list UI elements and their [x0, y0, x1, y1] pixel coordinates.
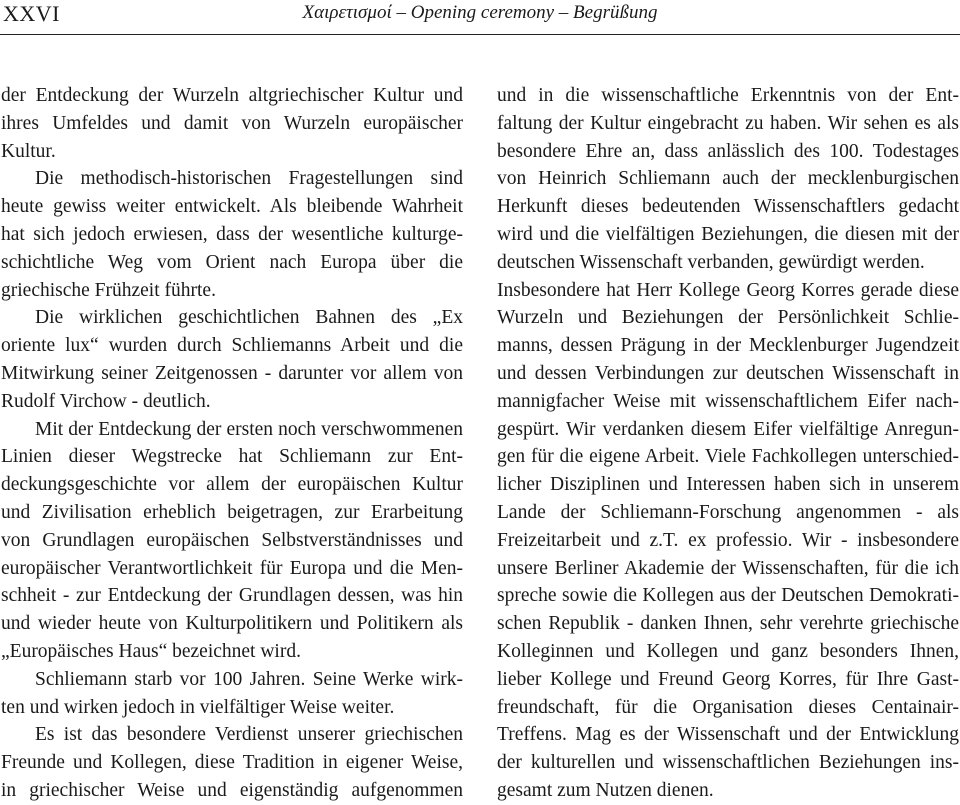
text-line: Linien dieser Wegstrecke hat Schliemann zur Ent- — [1, 446, 463, 468]
text-line: der Entdeckung der Wurzeln altgriechischer Kultur und — [1, 85, 463, 106]
text-line: wird und die vielfältigen Beziehungen, die diesen mit der — [497, 223, 959, 245]
text-line: ten und wirken jedoch in vielfältiger Weise weiter. — [1, 696, 395, 718]
text-line: in griechischer Weise und eigenständig aufgenommen — [1, 779, 463, 801]
text-line: freundschaft, für die Organisation dieses Centainair- — [497, 696, 959, 718]
text-line: der kulturellen und wissenschaftlichen Beziehungen ins- — [497, 752, 959, 774]
page-header — [0, 0, 960, 32]
text-line: Wurzeln und Beziehungen der Persönlichkeit Schlie- — [497, 307, 959, 329]
text-line: manns, dessen Prägung in der Mecklenburger Jugendzeit — [497, 335, 959, 357]
text-line: ihres Umfeldes und damit von Wurzeln europäischer — [1, 112, 463, 134]
text-line: hat sich jedoch erwiesen, dass der wesentliche kulturge- — [1, 223, 463, 245]
text-line: Die methodisch-historischen Fragestellungen sind — [35, 168, 463, 190]
text-line: deutschen Wissenschaft verbanden, gewürdigt werden. — [497, 251, 925, 273]
text-line: licher Disziplinen und Interessen haben sich in unserem — [497, 474, 959, 496]
text-line: schen Republik - danken Ihnen, sehr verehrte griechische — [497, 613, 959, 635]
running-head: Χαιρετισμοί – Opening ceremony – Begrüßung — [302, 2, 658, 23]
text-line: unsere Berliner Akademie der Wissenschaften, für die ich — [497, 557, 959, 579]
text-line: von Grundlagen europäischen Selbstverständnisses und — [1, 529, 463, 551]
text-line: Rudolf Virchow - deutlich. — [1, 390, 211, 412]
text-line: griechische Frühzeit führte. — [1, 279, 216, 301]
text-line: Herkunft dieses bedeutenden Wissenschaftlers gedacht — [497, 196, 959, 218]
text-line: Die wirklichen geschichtlichen Bahnen des „Ex — [35, 307, 463, 329]
text-line: Mit der Entdeckung der ersten noch verschwommenen — [35, 418, 463, 440]
text-line: Kultur. — [1, 140, 56, 162]
text-line: und Zivilisation erheblich beigetragen, zur Erarbeitung — [1, 501, 463, 523]
text-line: gen für die eigene Arbeit. Viele Fachkollegen unterschied- — [497, 446, 959, 468]
text-line: von Heinrich Schliemann auch der mecklenburgischen — [497, 168, 959, 190]
text-line: lieber Kollege und Freund Georg Korres, für Ihre Gast- — [497, 668, 959, 690]
text-line: „Europäisches Haus“ bezeichnet wird. — [1, 640, 301, 662]
text-line: gespürt. Wir verdanken diesem Eifer vielfältige Anregun- — [497, 418, 959, 440]
text-line: Schliemann starb vor 100 Jahren. Seine Werke wirk- — [35, 668, 463, 690]
text-line: Treffens. Mag es der Wissenschaft und der Entwicklung — [497, 724, 959, 746]
text-line: besondere Ehre an, dass anlässlich des 100. Todestages — [497, 140, 959, 162]
text-line: Es ist das besondere Verdienst unserer griechischen — [35, 724, 463, 746]
text-line: schichtliche Weg vom Orient nach Europa über die — [1, 251, 463, 273]
text-line: faltung der Kultur eingebracht zu haben. Wir sehen es als — [497, 112, 959, 134]
text-line: europäischer Verantwortlichkeit für Europa und die Men- — [1, 557, 463, 579]
text-line: oriente lux“ wurden durch Schliemanns Arbeit und die — [1, 335, 463, 357]
text-line: Mitwirkung seiner Zeitgenossen - darunter vor allem von — [1, 362, 463, 384]
text-line: und dessen Verbindungen zur deutschen Wissenschaft in — [497, 362, 959, 384]
text-line: Lande der Schliemann-Forschung angenommen - als — [497, 501, 959, 523]
left-column — [1, 82, 463, 801]
text-line: und in die wissenschaftliche Erkenntnis von der Ent- — [497, 85, 959, 106]
text-line: Insbesondere hat Herr Kollege Georg Korres gerade diese — [497, 279, 959, 301]
text-line: mannigfacher Weise mit wissenschaftlichem Eifer nach- — [497, 390, 959, 412]
text-line: gesamt zum Nutzen dienen. — [497, 779, 714, 801]
page-number: XXVI — [3, 1, 60, 26]
text-line: Freunde und Kollegen, diese Tradition in eigener Weise, — [1, 752, 463, 774]
text-line: spreche sowie die Kollegen aus der Deutschen Demokrati- — [497, 585, 959, 607]
text-line: Freizeitarbeit und z.T. ex professio. Wir - insbesondere — [497, 529, 959, 551]
header-rule — [0, 34, 960, 35]
right-column — [497, 82, 959, 801]
text-line: heute gewiss weiter entwickelt. Als bleibende Wahrheit — [1, 196, 463, 218]
text-line: schheit - zur Entdeckung der Grundlagen dessen, was hin — [1, 585, 463, 607]
text-line: Kolleginnen und Kollegen und ganz besonders Ihnen, — [497, 640, 959, 662]
text-line: und wieder heute von Kulturpolitikern und Politikern als — [1, 613, 463, 635]
text-line: deckungsgeschichte vor allem der europäischen Kultur — [1, 474, 463, 496]
